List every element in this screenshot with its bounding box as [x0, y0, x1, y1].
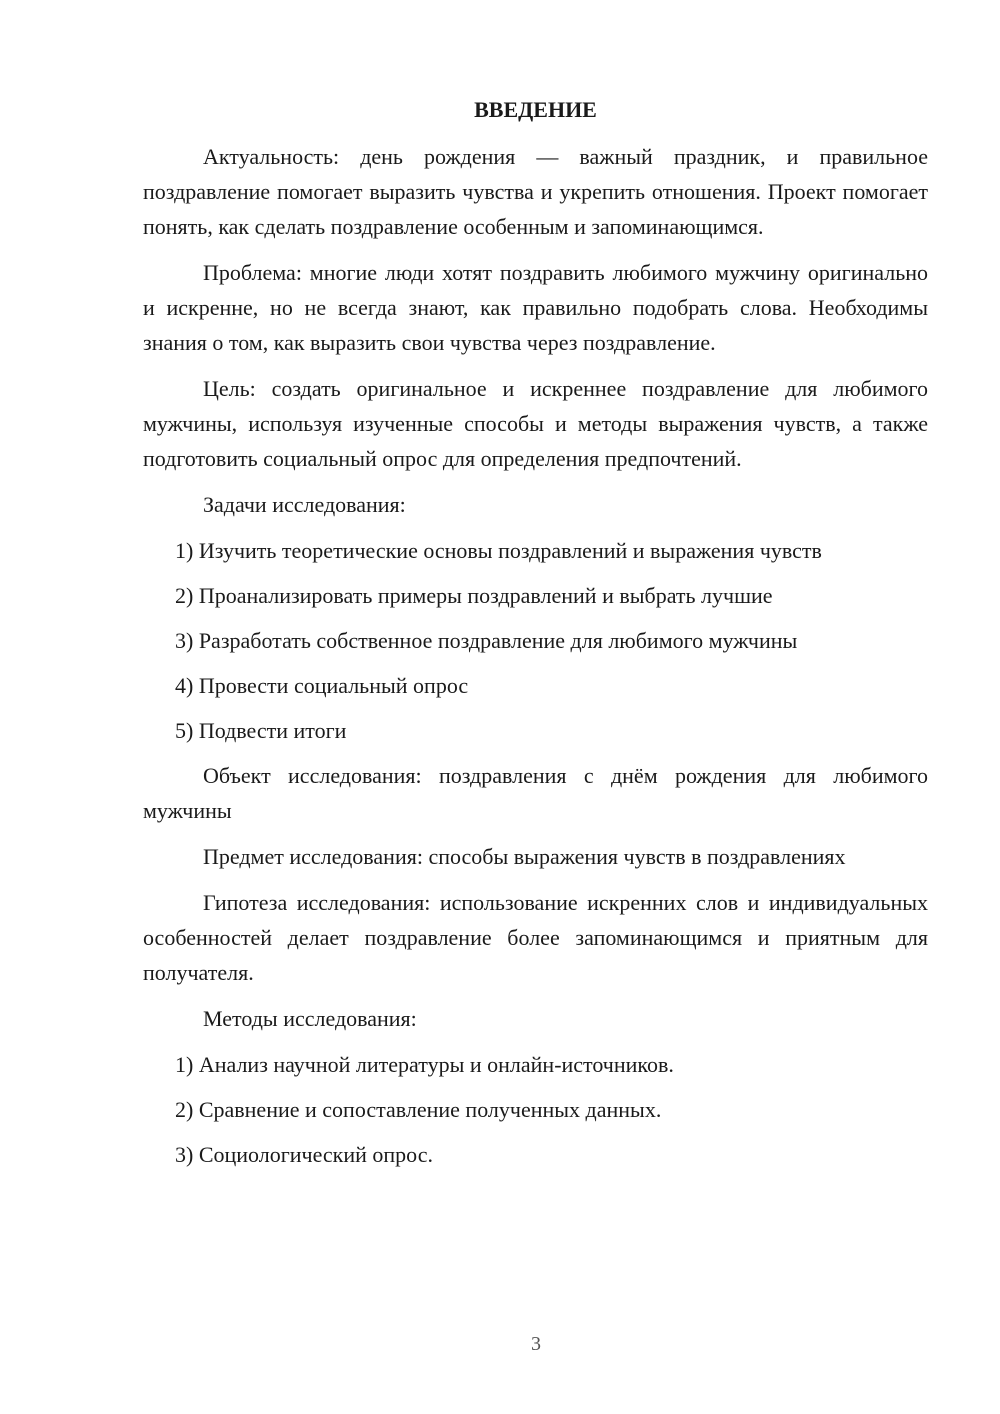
- page-title: ВВЕДЕНИЕ: [474, 97, 597, 122]
- methods-list: [143, 1047, 928, 1172]
- task-item: 1) Изучить теоретические основы поздравлений и выражения чувств: [175, 538, 822, 563]
- page-content: [143, 92, 928, 1182]
- task-item: 2) Проанализировать примеры поздравлений и выбрать лучшие: [175, 583, 773, 608]
- subject-paragraph: Предмет исследования: способы выражения чувств в поздравлениях: [203, 844, 846, 869]
- task-item: 4) Провести социальный опрос: [175, 673, 469, 698]
- task-item: 3) Разработать собственное поздравление для любимого мужчины: [175, 628, 798, 653]
- hypothesis-paragraph: Гипотеза исследования: использование искренних слов и индивидуальных особенностей делает поздравление более запоминающимся и приятным для получателя.: [143, 890, 928, 985]
- method-item: 3) Социологический опрос.: [175, 1142, 433, 1167]
- object-paragraph: Объект исследования: поздравления с днём рождения для любимого мужчины: [143, 763, 928, 823]
- goal-paragraph: Цель: создать оригинальное и искреннее поздравление для любимого мужчины, используя изученные способы и методы выражения чувств, а также подготовить социальный опрос для определения предпочтений.: [143, 376, 928, 471]
- task-item: 5) Подвести итоги: [175, 718, 347, 743]
- page-number: 3: [531, 1333, 541, 1355]
- method-item: 2) Сравнение и сопоставление полученных данных.: [175, 1097, 662, 1122]
- problem-paragraph: Проблема: многие люди хотят поздравить любимого мужчину оригинально и искренне, но не всегда знают, как правильно подобрать слова. Необходимы знания о том, как выразить свои чувства через поздравление.: [143, 260, 928, 355]
- tasks-heading: Задачи исследования:: [203, 492, 406, 517]
- tasks-list: [143, 533, 928, 748]
- relevance-paragraph: Актуальность: день рождения — важный праздник, и правильное поздравление помогает выразить чувства и укрепить отношения. Проект помогает понять, как сделать поздравление особенным и запоминающимся.: [143, 144, 928, 239]
- methods-heading: Методы исследования:: [203, 1006, 417, 1031]
- method-item: 1) Анализ научной литературы и онлайн-источников.: [175, 1052, 674, 1077]
